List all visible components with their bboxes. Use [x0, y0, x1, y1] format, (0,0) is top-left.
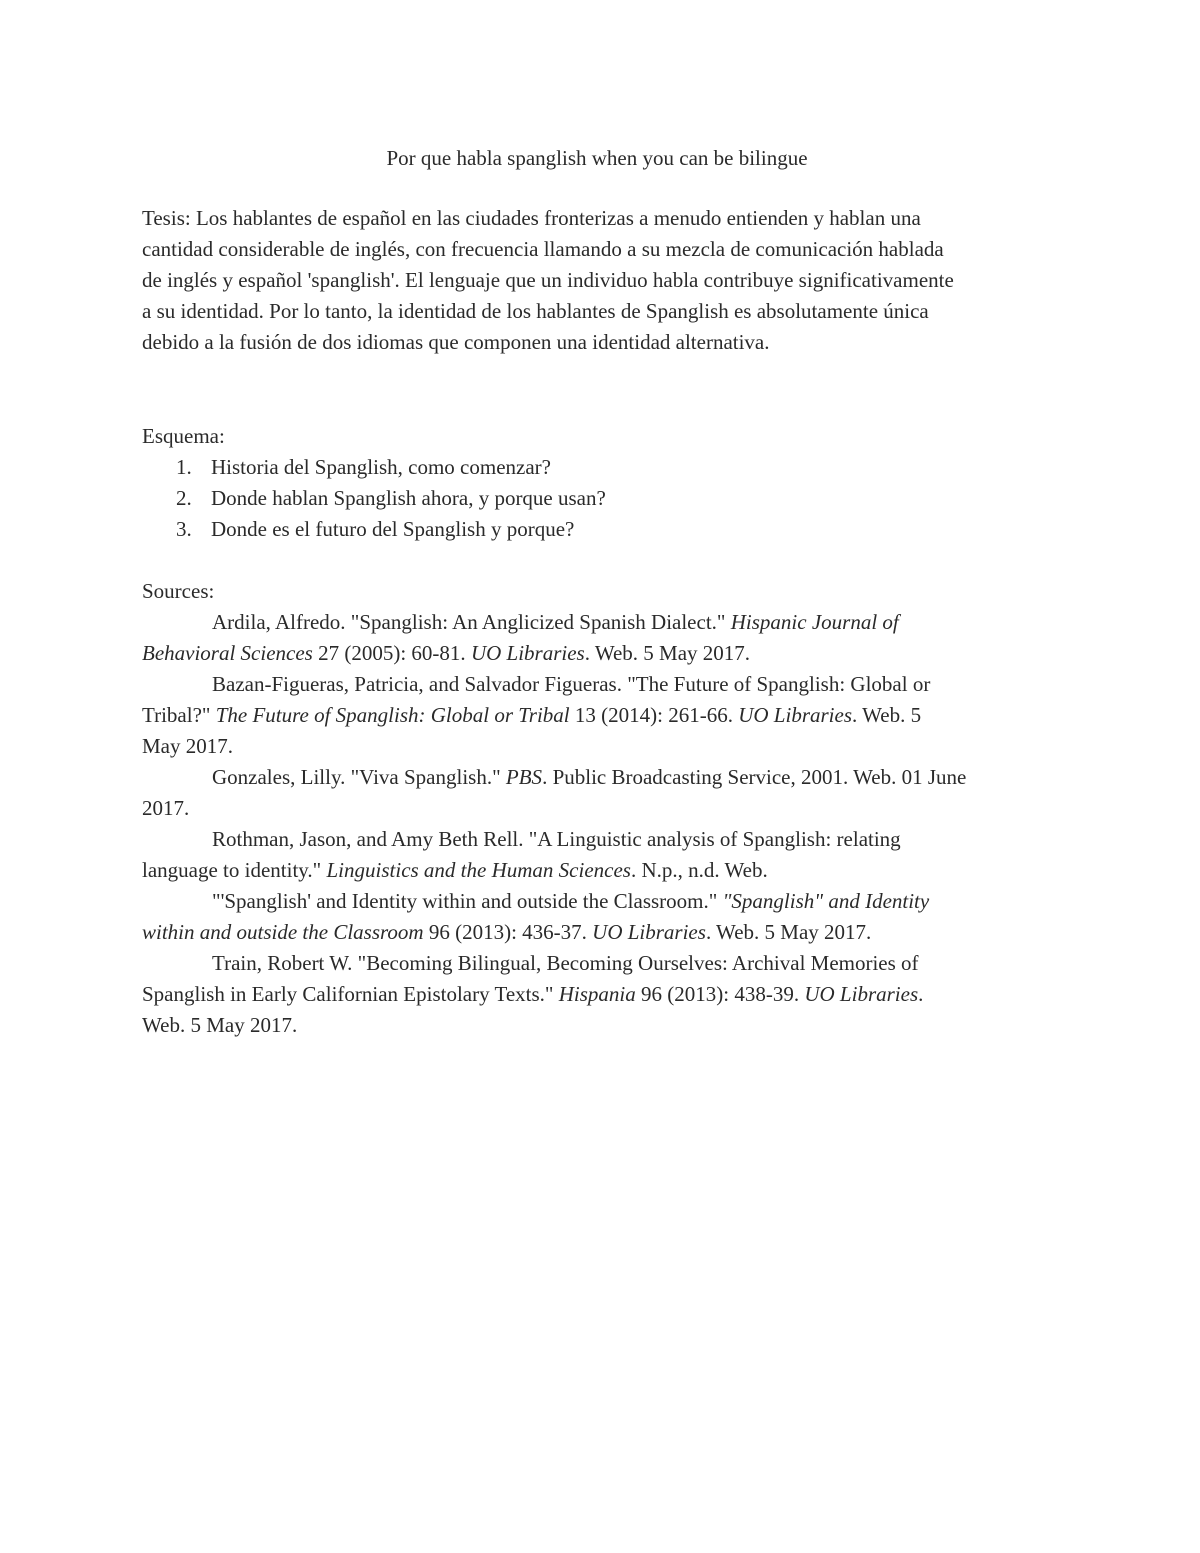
source-journal: Hispania: [558, 982, 636, 1006]
source-entry-line: [142, 700, 921, 730]
source-text: 96 (2013): 438-39.: [635, 982, 805, 1006]
list-text: Donde hablan Spanglish ahora, y porque usan?: [211, 486, 606, 510]
source-database: UO Libraries: [804, 982, 919, 1006]
source-text: Ardila, Alfredo. "Spanglish: An Anglicized Spanish Dialect.": [212, 610, 731, 634]
source-journal: Behavioral Sciences: [142, 641, 313, 665]
source-entry-line: May 2017.: [142, 734, 233, 758]
outline-heading: Esquema:: [142, 424, 225, 448]
source-entry-line: [142, 638, 750, 668]
source-text: . Web. 5 May 2017.: [584, 641, 751, 665]
thesis-line: de inglés y español 'spanglish'. El lenguaje que un individuo habla contribuye significativamente: [142, 268, 954, 292]
list-number: 1.: [176, 455, 192, 479]
list-number: 3.: [176, 517, 192, 541]
source-text: Spanglish in Early Californian Epistolary Texts.": [142, 982, 559, 1006]
source-journal: Linguistics and the Human Sciences: [326, 858, 631, 882]
source-entry-line: Rothman, Jason, and Amy Beth Rell. "A Linguistic analysis of Spanglish: relating: [212, 827, 901, 851]
source-entry-line: Web. 5 May 2017.: [142, 1013, 298, 1037]
source-entry-line: Bazan-Figueras, Patricia, and Salvador Figueras. "The Future of Spanglish: Global or: [212, 672, 931, 696]
source-journal: Hispanic Journal of: [730, 610, 899, 634]
source-text: 96 (2013): 436-37.: [423, 920, 593, 944]
thesis-line: a su identidad. Por lo tanto, la identidad de los hablantes de Spanglish es absolutamente única: [142, 299, 929, 323]
source-text: . Web. 5 May 2017.: [705, 920, 872, 944]
list-text: Historia del Spanglish, como comenzar?: [211, 455, 551, 479]
source-text: 27 (2005): 60-81.: [312, 641, 471, 665]
source-entry-line: [142, 917, 871, 947]
source-database: UO Libraries: [470, 641, 585, 665]
document-title: Por que habla spanglish when you can be bilingue: [386, 146, 808, 170]
source-entry-line: Train, Robert W. "Becoming Bilingual, Becoming Ourselves: Archival Memories of: [212, 951, 919, 975]
source-publication: PBS: [505, 765, 543, 789]
source-journal: The Future of Spanglish: Global or Tribal: [215, 703, 570, 727]
source-database: UO Libraries: [592, 920, 706, 944]
thesis-line: cantidad considerable de inglés, con frecuencia llamando a su mezcla de comunicación hablada: [142, 237, 944, 261]
source-text: . N.p., n.d. Web.: [630, 858, 768, 882]
source-entry-line: [142, 979, 923, 1009]
outline-item: [176, 483, 606, 513]
list-text: Donde es el futuro del Spanglish y porque?: [211, 517, 575, 541]
source-text: .: [918, 982, 924, 1006]
source-entry-line: [142, 855, 768, 885]
outline-item: [176, 514, 574, 544]
source-text: Tribal?": [142, 703, 216, 727]
source-entry-line: [212, 886, 929, 916]
source-journal: "Spanglish" and Identity: [722, 889, 930, 913]
list-number: 2.: [176, 486, 192, 510]
source-text: . Public Broadcasting Service, 2001. Web. 01 June: [542, 765, 967, 789]
thesis-line: debido a la fusión de dos idiomas que componen una identidad alternativa.: [142, 330, 770, 354]
source-entry-line: [212, 607, 899, 637]
source-text: 13 (2014): 261-66.: [569, 703, 739, 727]
source-database: UO Libraries: [738, 703, 852, 727]
outline-item: [176, 452, 551, 482]
sources-heading: Sources:: [142, 579, 215, 603]
source-text: language to identity.": [142, 858, 327, 882]
source-text: "'Spanglish' and Identity within and outside the Classroom.": [212, 889, 723, 913]
source-entry-line: [212, 762, 966, 792]
source-text: . Web. 5: [852, 703, 922, 727]
source-text: Gonzales, Lilly. "Viva Spanglish.": [212, 765, 506, 789]
source-entry-line: 2017.: [142, 796, 190, 820]
source-journal: within and outside the Classroom: [142, 920, 424, 944]
thesis-line: Tesis: Los hablantes de español en las ciudades fronterizas a menudo entienden y hablan una: [142, 206, 921, 230]
